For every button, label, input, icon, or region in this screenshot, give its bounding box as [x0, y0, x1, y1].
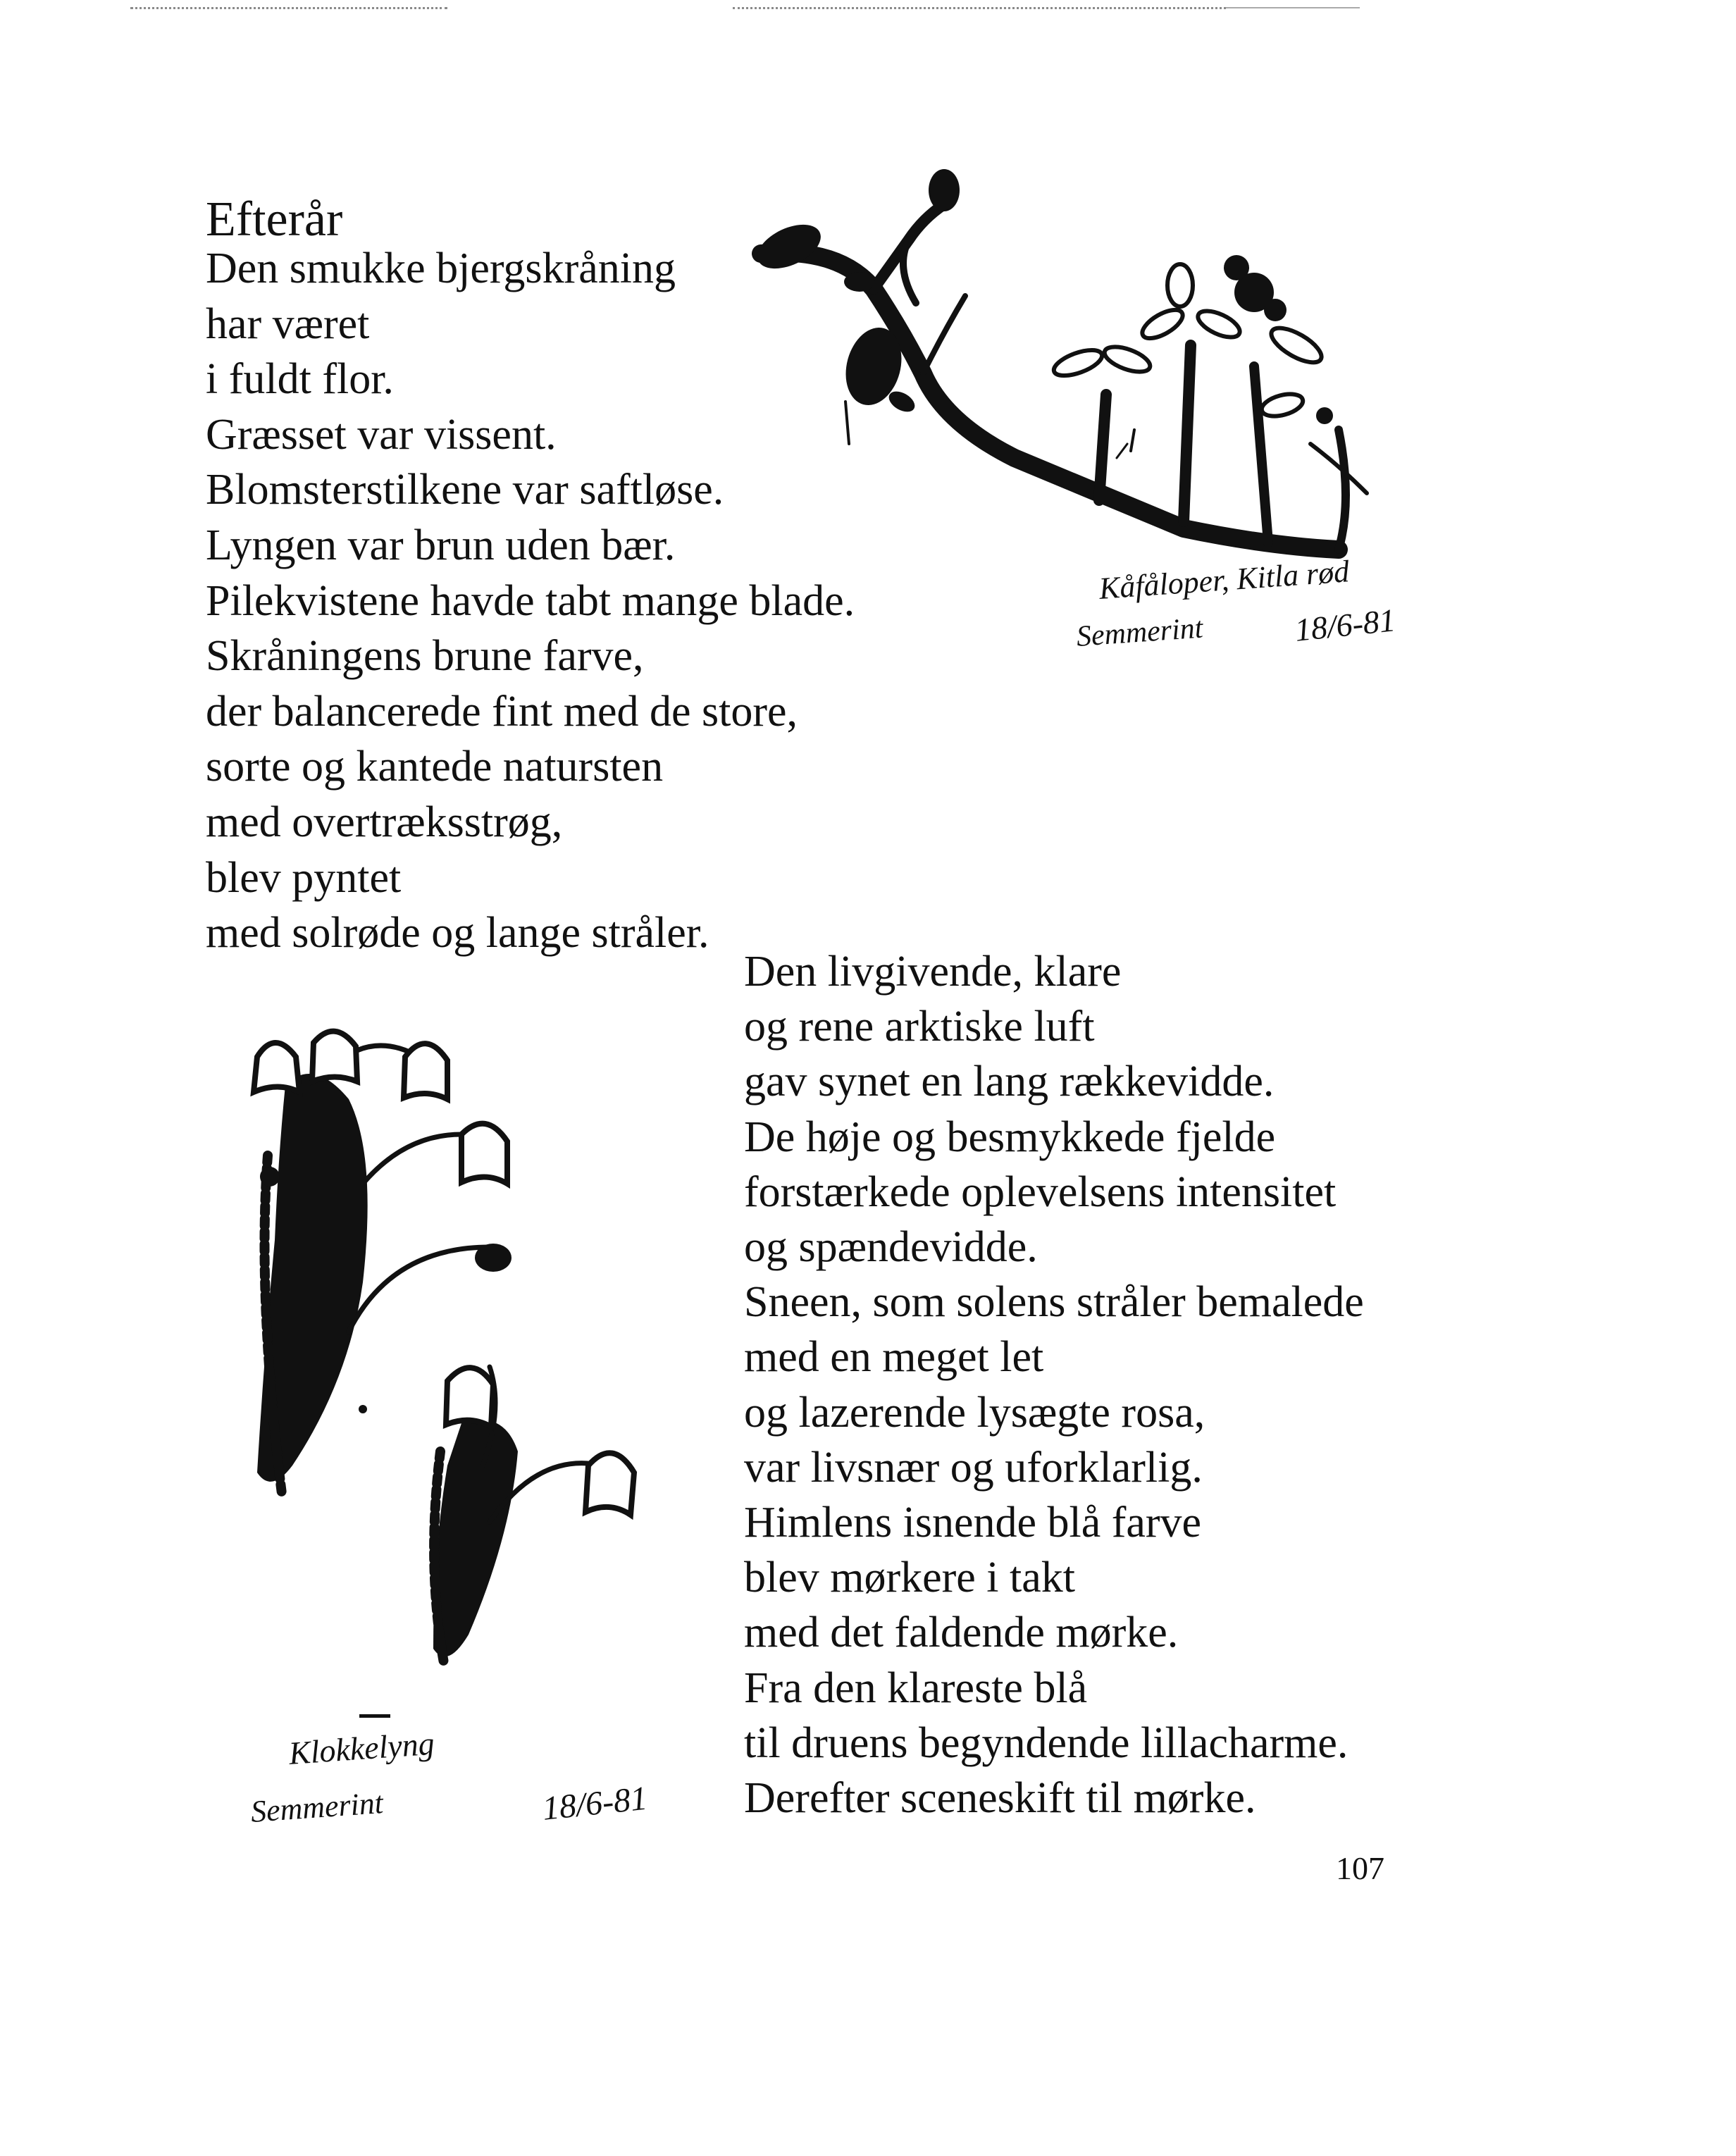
poem-line: der balancerede fint med de store,	[206, 687, 798, 736]
scan-edge-center	[733, 7, 1226, 9]
poem-line: Himlens isnende blå farve	[744, 1499, 1202, 1547]
poem-line: blev pyntet	[206, 853, 402, 902]
poem-line: Græsset var vissent.	[206, 410, 557, 459]
poem-line: Den livgivende, klare	[744, 948, 1122, 996]
poem-line: Pilekvistene havde tabt mange blade.	[206, 576, 855, 625]
bell-heather-drawing	[208, 1015, 743, 1719]
poem-line: blev mørkere i takt	[744, 1554, 1075, 1602]
poem-line: Den smukke bjergskråning	[206, 244, 676, 292]
poem-line: Lyngen var brun uden bær.	[206, 521, 676, 569]
poem-line: Derefter sceneskift til mørke.	[744, 1774, 1256, 1823]
poem-line: var livsnær og uforklarlig.	[744, 1443, 1203, 1492]
stanza-2	[744, 944, 1364, 1826]
drawing-signature-bottom: Semmerint	[249, 1785, 385, 1829]
page-number: 107	[1336, 1850, 1384, 1886]
bell-heather-sketch-icon	[208, 1015, 743, 1719]
poem-line: har været	[206, 299, 370, 348]
poem-line: med solrøde og lange stråler.	[206, 909, 709, 958]
poem-line: med overtræksstrøg,	[206, 798, 563, 846]
drawing-date-bottom: 18/6-81	[540, 1779, 650, 1828]
poem-line: med det faldende mørke.	[744, 1609, 1179, 1657]
drawing-caption-top: Kåfåloper, Kitla rød	[1098, 554, 1351, 606]
branch-flower-drawing	[733, 162, 1381, 571]
poem-line: Sneen, som solens stråler bemalede	[744, 1278, 1364, 1327]
poem-line: i fuldt flor.	[206, 355, 394, 404]
branch-flower-sketch-icon	[733, 162, 1381, 571]
poem-line: Skråningens brune farve,	[206, 632, 644, 681]
scan-edge-left	[130, 7, 447, 9]
poem-line: til druens begyndende lillacharme.	[744, 1718, 1348, 1767]
drawing-signature-top: Semmerint	[1075, 612, 1204, 653]
poem-line: med en meget let	[744, 1333, 1044, 1382]
poem-line: og spændevidde.	[744, 1223, 1038, 1272]
poem-line: sorte og kantede natursten	[206, 743, 664, 791]
poem-line: og lazerende lysægte rosa,	[744, 1388, 1205, 1437]
drawing-date-top: 18/6-81	[1293, 602, 1397, 648]
poem-line: gav synet en lang rækkevidde.	[744, 1058, 1275, 1106]
poem-line: forstærkede oplevelsens intensitet	[744, 1167, 1337, 1216]
poem-line: Fra den klareste blå	[744, 1664, 1088, 1712]
poem-line: Blomsterstilkene var saftløse.	[206, 466, 724, 514]
drawing-caption-bottom: Klokkelyng	[287, 1725, 436, 1771]
poem-line: og rene arktiske luft	[744, 1003, 1095, 1051]
poem-title: Efterår	[206, 192, 343, 247]
scan-edge-right	[1226, 7, 1360, 8]
poem-line: De høje og besmykkede fjelde	[744, 1113, 1276, 1161]
stray-dash-mark	[359, 1714, 390, 1718]
